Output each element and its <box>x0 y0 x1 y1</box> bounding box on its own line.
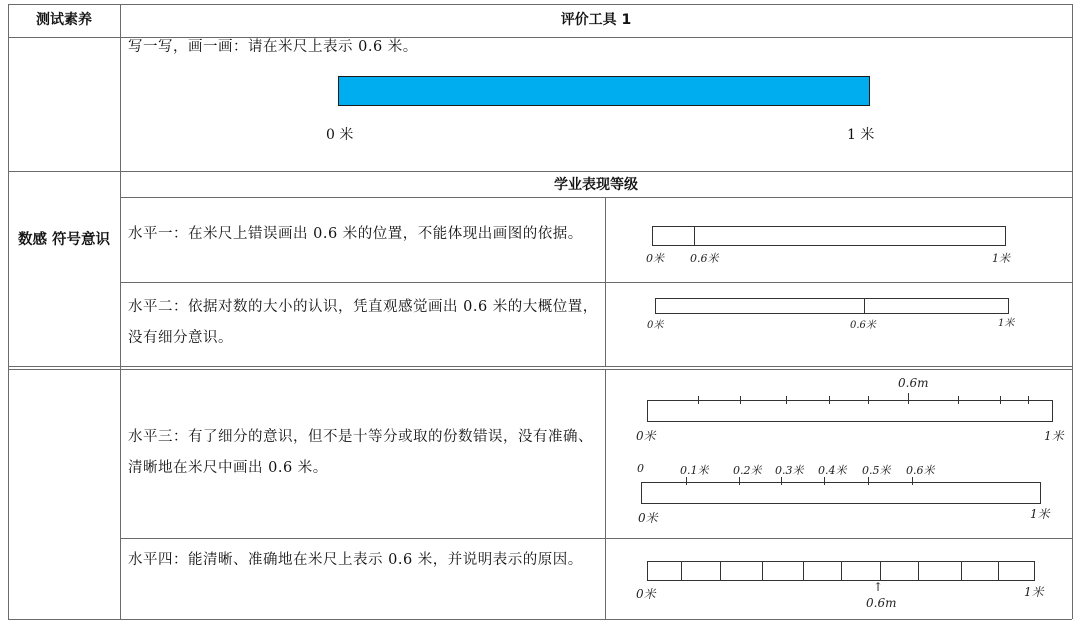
level-4-end-label: 1米 <box>1024 585 1044 599</box>
level-3b-start-label: 0米 <box>638 511 658 525</box>
grid-line <box>605 197 606 366</box>
level-3a-tick <box>958 396 959 404</box>
level-3-text: 水平三：有了细分的意识，但不是十等分或取的份数错误，没有准确、清晰地在米尺中画出 0.6 米。 <box>128 429 593 476</box>
level-3a-tick <box>786 396 787 404</box>
level-3a-tick <box>1028 396 1029 404</box>
grid-line <box>8 619 1072 620</box>
level-3b-tick-label: 0.1米 <box>680 464 709 477</box>
level-3a-start-label: 0米 <box>636 429 656 443</box>
level-4-mark-label: 0.6m <box>866 596 897 610</box>
level-4-text: 水平四：能清晰、准确地在米尺上表示 0.6 米，并说明表示的原因。 <box>128 552 583 568</box>
level-3b-tick <box>912 477 913 485</box>
grid-line <box>120 282 1072 283</box>
level-1-end-label: 1米 <box>992 252 1010 265</box>
level-1-start-label: 0米 <box>646 252 664 265</box>
grid-line <box>120 538 1072 539</box>
level-4-tick <box>803 561 804 581</box>
level-4-tick <box>961 561 962 581</box>
level-3a-ruler <box>647 400 1053 422</box>
grid-line <box>8 369 1072 370</box>
level-3b-tick-label: 0.3米 <box>775 464 804 477</box>
level-1-mark-label: 0.6米 <box>690 252 719 265</box>
level-4-tick <box>681 561 682 581</box>
ruler-start-label: 0 米 <box>326 127 354 143</box>
level-1-ruler <box>652 226 1006 246</box>
level-2-start-label: 0米 <box>647 320 664 331</box>
level-3b-tick-label: 0.2米 <box>733 464 762 477</box>
level-2-mark-label: 0.6米 <box>850 320 876 331</box>
grid-line <box>8 366 1072 367</box>
level-3a-mark-label: 0.6m <box>898 376 929 390</box>
level-3a-tick <box>1000 396 1001 404</box>
level-4-tick <box>762 561 763 581</box>
meter-ruler <box>338 76 870 106</box>
header-literacy: 测试素养 <box>36 12 92 28</box>
ruler-end-label: 1 米 <box>847 127 875 143</box>
grid-line <box>120 197 1072 198</box>
level-4-tick <box>720 561 721 581</box>
level-4-arrow: ↑ <box>873 580 884 594</box>
level-3b-tick-label: 0 <box>637 462 644 475</box>
grid-line <box>120 4 121 619</box>
level-3a-tick <box>740 396 741 404</box>
level-3a-tick <box>868 396 869 404</box>
level-3b-tick <box>739 477 740 485</box>
level-3b-tick <box>868 477 869 485</box>
level-4-tick <box>880 561 881 581</box>
level-3b-tick <box>781 477 782 485</box>
level-3a-tick <box>698 396 699 404</box>
level-3b-tick-label: 0.6米 <box>906 464 935 477</box>
literacy-label: 数感 符号意识 <box>17 232 111 248</box>
level-3b-ruler <box>641 482 1041 504</box>
level-3a-end-label: 1米 <box>1044 429 1064 443</box>
level-1-text: 水平一：在米尺上错误画出 0.6 米的位置，不能体现出画图的依据。 <box>128 226 583 242</box>
grid-line <box>1072 4 1073 619</box>
level-4-start-label: 0米 <box>636 587 656 601</box>
level-4-tick <box>998 561 999 581</box>
level-3a-tick <box>829 396 830 404</box>
task-prompt: 写一写，画一画：请在米尺上表示 0.6 米。 <box>128 39 418 55</box>
level-3b-tick <box>686 477 687 485</box>
level-3b-tick-label: 0.5米 <box>862 464 891 477</box>
level-4-tick <box>841 561 842 581</box>
level-1-tick <box>694 226 695 246</box>
level-3b-end-label: 1米 <box>1030 507 1050 521</box>
grid-line <box>8 4 1072 5</box>
level-2-text: 水平二：依据对数的大小的认识，凭直观感觉画出 0.6 米的大概位置，没有细分意识。 <box>128 299 598 346</box>
header-tool: 评价工具 1 <box>560 12 632 28</box>
level-4-tick <box>918 561 919 581</box>
level-2-end-label: 1米 <box>998 318 1015 329</box>
grade-header: 学业表现等级 <box>554 177 638 193</box>
level-2-ruler <box>655 298 1009 314</box>
grid-line <box>8 4 9 619</box>
level-3a-tick <box>908 393 909 404</box>
grid-line <box>605 369 606 619</box>
grid-line <box>8 171 1072 172</box>
level-3b-tick <box>824 477 825 485</box>
level-2-tick <box>864 298 865 314</box>
level-3b-tick-label: 0.4米 <box>818 464 847 477</box>
